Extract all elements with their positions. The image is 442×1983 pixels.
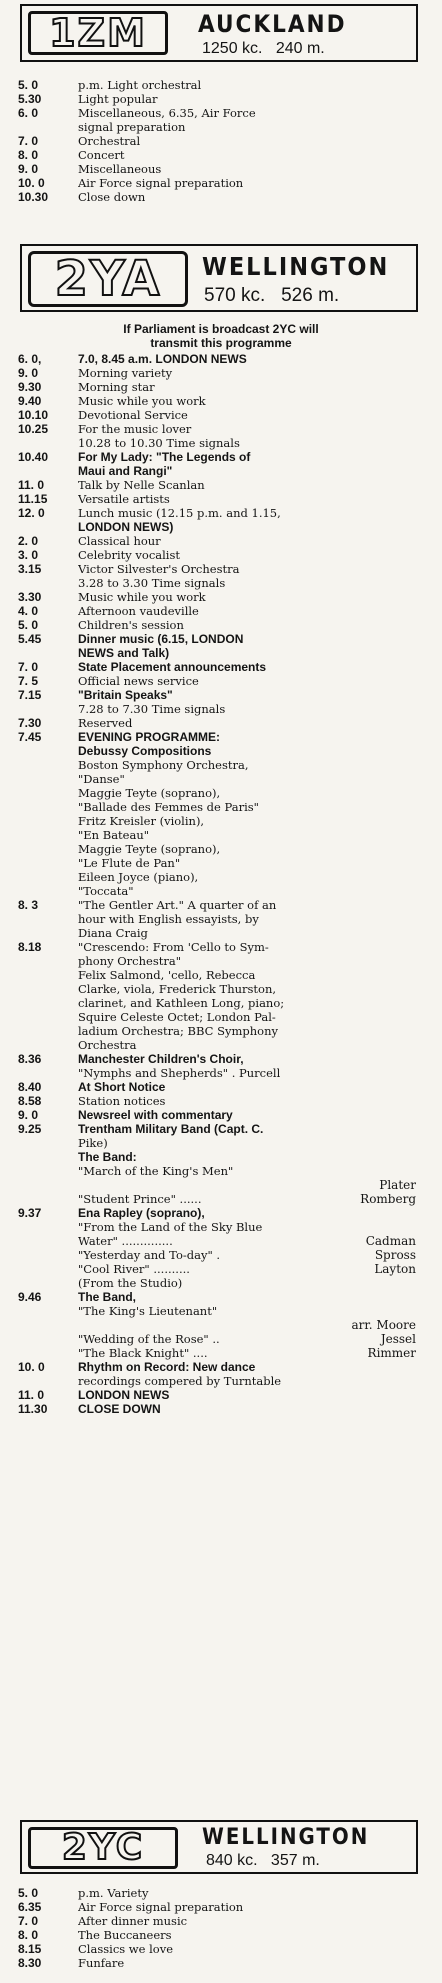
schedule-row: [0, 1192, 442, 1206]
programme-time: [0, 758, 78, 772]
programme-title: Versatile artists: [78, 492, 170, 506]
programme-title: NEWS and Talk): [78, 646, 170, 660]
station-frequency: 570 kc. 526 m.: [204, 285, 340, 306]
programme-time: 3.15: [18, 562, 42, 576]
programme-time: 9. 0: [18, 1108, 39, 1122]
programme-time: 9. 0: [18, 162, 39, 176]
programme-title: Orchestral: [78, 134, 141, 148]
schedule-row: [0, 1164, 442, 1178]
schedule-row: [0, 674, 442, 688]
schedule-row: [0, 1942, 442, 1956]
schedule-row: [0, 632, 442, 646]
programme-time: 10.10: [18, 408, 49, 422]
programme-title: Concert: [78, 148, 125, 162]
schedule-row: [0, 1038, 442, 1052]
schedule-row: [0, 660, 442, 674]
programme-time: [0, 870, 78, 884]
programme-title: Boston Symphony Orchestra,: [78, 758, 249, 772]
station-logo-1zm: 1ZM: [28, 11, 168, 55]
programme-time: [0, 1234, 78, 1248]
programme-title: clarinet, and Kathleen Long, piano;: [78, 996, 285, 1010]
programme-title: Orchestra: [78, 1038, 137, 1052]
composer-name: Spross: [374, 1248, 416, 1262]
programme-title: 7.0, 8.45 a.m. LONDON NEWS: [78, 352, 247, 366]
programme-time: 11. 0: [18, 478, 45, 492]
programme-title: "Ballade des Femmes de Paris": [78, 800, 259, 814]
programme-time: 2. 0: [18, 534, 39, 548]
schedule-row: [0, 898, 442, 912]
schedule-row: [0, 576, 442, 590]
schedule-row: [0, 926, 442, 940]
schedule-row: [0, 176, 442, 190]
schedule-row: [0, 1262, 442, 1276]
programme-title: "March of the King's Men": [78, 1164, 234, 1178]
programme-time: [0, 786, 78, 800]
schedule-row: [0, 506, 442, 520]
programme-title: The Band:: [78, 1150, 137, 1164]
schedule-row: [0, 408, 442, 422]
programme-time: [0, 1332, 78, 1346]
programme-time: [0, 884, 78, 898]
composer-name: Jessel: [380, 1332, 416, 1346]
programme-time: [0, 120, 78, 134]
schedule-row: [0, 450, 442, 464]
schedule-row: [0, 1122, 442, 1136]
schedule-row: [0, 1108, 442, 1122]
schedule-row: [0, 982, 442, 996]
schedule-row: [0, 1052, 442, 1066]
programme-title: Clarke, viola, Frederick Thurston,: [78, 982, 277, 996]
programme-time: [0, 1136, 78, 1150]
schedule-row: [0, 380, 442, 394]
programme-title: "Wedding of the Rose" ..: [78, 1332, 220, 1346]
programme-time: [0, 828, 78, 842]
programme-title: The Buccaneers: [78, 1928, 172, 1942]
programme-time: 7. 5: [18, 674, 39, 688]
programme-title: Official news service: [78, 674, 199, 688]
programme-time: [0, 1276, 78, 1290]
schedule-1zm: [0, 78, 442, 204]
composer-name: Layton: [374, 1262, 416, 1276]
schedule-row: [0, 1304, 442, 1318]
programme-title: "Danse": [78, 772, 125, 786]
programme-title: Reserved: [78, 716, 133, 730]
schedule-row: [0, 92, 442, 106]
programme-time: [0, 576, 78, 590]
programme-time: [0, 1220, 78, 1234]
schedule-row: [0, 730, 442, 744]
schedule-row: [0, 78, 442, 92]
schedule-row: [0, 1150, 442, 1164]
programme-title: "Le Flute de Pan": [78, 856, 181, 870]
schedule-row: [0, 1914, 442, 1928]
programme-time: 9.46: [18, 1290, 42, 1304]
programme-title: signal preparation: [78, 120, 186, 134]
programme-time: 10.40: [18, 450, 49, 464]
schedule-row: [0, 1234, 442, 1248]
schedule-row: [0, 1066, 442, 1080]
programme-title: Trentham Military Band (Capt. C.: [78, 1122, 264, 1136]
programme-time: 7. 0: [18, 660, 39, 674]
programme-title: "Crescendo: From 'Cello to Sym-: [78, 940, 269, 954]
composer-name: Rimmer: [367, 1346, 416, 1360]
programme-title: Felix Salmond, 'cello, Rebecca: [78, 968, 256, 982]
schedule-row: [0, 1206, 442, 1220]
schedule-row: [0, 996, 442, 1010]
programme-time: [0, 646, 78, 660]
programme-time: 3.30: [18, 590, 42, 604]
composer-name: Romberg: [360, 1192, 416, 1206]
programme-title: After dinner music: [78, 1914, 188, 1928]
schedule-row: [0, 1374, 442, 1388]
programme-time: 8.18: [18, 940, 42, 954]
programme-time: 5. 0: [18, 78, 39, 92]
programme-time: [0, 1346, 78, 1360]
programme-time: 9.37: [18, 1206, 42, 1220]
programme-time: 11. 0: [18, 1388, 45, 1402]
schedule-row: [0, 352, 442, 366]
composer-name: Cadman: [365, 1234, 416, 1248]
schedule-row: [0, 1346, 442, 1360]
programme-title: Maui and Rangi": [78, 464, 173, 478]
programme-title: EVENING PROGRAMME:: [78, 730, 221, 744]
programme-time: [0, 856, 78, 870]
programme-time: [0, 996, 78, 1010]
station-logo-2ya: 2YA: [28, 251, 188, 307]
station-city: WELLINGTON: [202, 1825, 370, 1850]
station-logo-2yc: 2YC: [28, 1827, 178, 1869]
programme-time: 8. 3: [18, 898, 39, 912]
programme-title: Debussy Compositions: [78, 744, 212, 758]
programme-time: [0, 1304, 78, 1318]
schedule-2ya: [0, 352, 442, 1416]
programme-time: [0, 464, 78, 478]
programme-title: Miscellaneous: [78, 162, 162, 176]
schedule-row: [0, 604, 442, 618]
schedule-row: [0, 590, 442, 604]
composer-name: Plater: [379, 1178, 416, 1192]
programme-time: [0, 912, 78, 926]
programme-time: [0, 1024, 78, 1038]
programme-time: 8. 0: [18, 148, 39, 162]
schedule-row: [0, 940, 442, 954]
schedule-row: [0, 394, 442, 408]
schedule-row: [0, 646, 442, 660]
schedule-row: [0, 828, 442, 842]
programme-time: [0, 1248, 78, 1262]
programme-title: "The King's Lieutenant": [78, 1304, 218, 1318]
schedule-row: [0, 1010, 442, 1024]
programme-time: 7. 0: [18, 134, 39, 148]
programme-title: "Britain Speaks": [78, 688, 173, 702]
programme-title: Lunch music (12.15 p.m. and 1.15,: [78, 506, 281, 520]
schedule-row: [0, 884, 442, 898]
programme-time: 12. 0: [18, 506, 45, 520]
programme-time: 7.15: [18, 688, 42, 702]
parliament-notice: If Parliament is broadcast 2YC will transmit this programme: [123, 322, 319, 350]
schedule-row: [0, 1220, 442, 1234]
programme-title: Close down: [78, 190, 146, 204]
programme-title: Maggie Teyte (soprano),: [78, 842, 221, 856]
programme-time: 10. 0: [18, 1360, 45, 1374]
programme-title: 3.28 to 3.30 Time signals: [78, 576, 226, 590]
schedule-row: [0, 744, 442, 758]
programme-title: p.m. Variety: [78, 1886, 149, 1900]
programme-time: 7.45: [18, 730, 42, 744]
schedule-row: [0, 1276, 442, 1290]
schedule-row: [0, 548, 442, 562]
schedule-row: [0, 758, 442, 772]
programme-title: "Yesterday and To-day" .: [78, 1248, 221, 1262]
programme-time: [0, 1192, 78, 1206]
programme-time: [0, 436, 78, 450]
programme-title: Diana Craig: [78, 926, 148, 940]
schedule-row: [0, 912, 442, 926]
programme-time: [0, 926, 78, 940]
schedule-row: [0, 520, 442, 534]
programme-title: LONDON NEWS: [78, 1388, 170, 1402]
programme-time: 5.45: [18, 632, 42, 646]
programme-title: Pike): [78, 1136, 108, 1150]
programme-title: Newsreel with commentary: [78, 1108, 233, 1122]
programme-title: "The Gentler Art." A quarter of an: [78, 898, 277, 912]
programme-title: "Student Prince" ......: [78, 1192, 202, 1206]
programme-time: 5.30: [18, 92, 42, 106]
schedule-row: [0, 366, 442, 380]
schedule-row: [0, 1886, 442, 1900]
schedule-row: [0, 1248, 442, 1262]
schedule-row: [0, 1178, 442, 1192]
station-city: AUCKLAND: [198, 10, 347, 38]
schedule-row: [0, 968, 442, 982]
schedule-row: [0, 1290, 442, 1304]
programme-time: 8.36: [18, 1052, 42, 1066]
programme-time: [0, 842, 78, 856]
schedule-row: [0, 954, 442, 968]
schedule-row: [0, 464, 442, 478]
schedule-row: [0, 1360, 442, 1374]
programme-title: State Placement announcements: [78, 660, 267, 674]
programme-title: "Nymphs and Shepherds" . Purcell: [78, 1066, 281, 1080]
programme-title: Ena Rapley (soprano),: [78, 1206, 205, 1220]
programme-title: Devotional Service: [78, 408, 188, 422]
programme-title: ladium Orchestra; BBC Symphony: [78, 1024, 278, 1038]
programme-title: recordings compered by Turntable: [78, 1374, 282, 1388]
programme-title: Music while you work: [78, 590, 206, 604]
schedule-row: [0, 716, 442, 730]
schedule-row: [0, 534, 442, 548]
station-city: WELLINGTON: [202, 252, 390, 281]
programme-title: "The Black Knight" ....: [78, 1346, 208, 1360]
programme-time: 8.58: [18, 1094, 42, 1108]
programme-time: [0, 1262, 78, 1276]
programme-time: 9.25: [18, 1122, 42, 1136]
programme-title: Eileen Joyce (piano),: [78, 870, 199, 884]
programme-time: [0, 954, 78, 968]
programme-title: Maggie Teyte (soprano),: [78, 786, 221, 800]
programme-time: 4. 0: [18, 604, 39, 618]
schedule-row: [0, 1928, 442, 1942]
programme-time: 6.35: [18, 1900, 42, 1914]
programme-time: 3. 0: [18, 548, 39, 562]
programme-time: 11.15: [18, 492, 48, 506]
programme-title: Squire Celeste Octet; London Pal-: [78, 1010, 276, 1024]
programme-time: [0, 772, 78, 786]
programme-title: 7.28 to 7.30 Time signals: [78, 702, 226, 716]
schedule-row: [0, 1388, 442, 1402]
schedule-row: [0, 1094, 442, 1108]
schedule-row: [0, 1080, 442, 1094]
programme-title: Station notices: [78, 1094, 166, 1108]
programme-time: 8. 0: [18, 1928, 39, 1942]
station-banner-1zm: [20, 4, 418, 62]
programme-title: Water" ..............: [78, 1234, 173, 1248]
programme-time: [0, 1164, 78, 1178]
schedule-row: [0, 1402, 442, 1416]
programme-time: 10. 0: [18, 176, 45, 190]
programme-title: Children's session: [78, 618, 184, 632]
programme-time: [0, 520, 78, 534]
programme-time: [0, 1150, 78, 1164]
programme-time: 6. 0,: [18, 352, 42, 366]
programme-time: [0, 1178, 78, 1192]
programme-title: At Short Notice: [78, 1080, 166, 1094]
station-frequency: 840 kc. 357 m.: [206, 1852, 320, 1869]
composer-name: arr. Moore: [351, 1318, 416, 1332]
programme-time: 6. 0: [18, 106, 39, 120]
programme-title: "Toccata": [78, 884, 134, 898]
programme-time: [0, 814, 78, 828]
programme-title: p.m. Light orchestral: [78, 78, 202, 92]
programme-title: Afternoon vaudeville: [78, 604, 199, 618]
programme-time: 8.40: [18, 1080, 42, 1094]
programme-time: 7.30: [18, 716, 42, 730]
programme-title: LONDON NEWS): [78, 520, 174, 534]
programme-title: Classics we love: [78, 1942, 174, 1956]
programme-time: [0, 702, 78, 716]
programme-time: [0, 1066, 78, 1080]
programme-title: Funfare: [78, 1956, 125, 1970]
schedule-row: [0, 1136, 442, 1150]
programme-title: 10.28 to 10.30 Time signals: [78, 436, 240, 450]
programme-title: For the music lover: [78, 422, 192, 436]
programme-title: Air Force signal preparation: [78, 176, 244, 190]
programme-title: "En Bateau": [78, 828, 150, 842]
schedule-row: [0, 106, 442, 120]
schedule-row: [0, 842, 442, 856]
programme-time: 9. 0: [18, 366, 39, 380]
programme-title: phony Orchestra": [78, 954, 181, 968]
schedule-row: [0, 120, 442, 134]
schedule-row: [0, 478, 442, 492]
schedule-row: [0, 190, 442, 204]
programme-time: [0, 800, 78, 814]
programme-title: Talk by Nelle Scanlan: [78, 478, 205, 492]
programme-time: 5. 0: [18, 1886, 39, 1900]
schedule-row: [0, 870, 442, 884]
station-banner-2yc: [20, 1820, 418, 1874]
programme-time: 9.40: [18, 394, 42, 408]
schedule-row: [0, 1900, 442, 1914]
schedule-row: [0, 618, 442, 632]
schedule-row: [0, 162, 442, 176]
schedule-row: [0, 702, 442, 716]
programme-time: 10.30: [18, 190, 49, 204]
schedule-row: [0, 436, 442, 450]
programme-title: Victor Silvester's Orchestra: [78, 562, 240, 576]
schedule-row: [0, 856, 442, 870]
programme-title: Rhythm on Record: New dance: [78, 1360, 256, 1374]
programme-time: 8.30: [18, 1956, 42, 1970]
programme-title: Celebrity vocalist: [78, 548, 180, 562]
schedule-row: [0, 134, 442, 148]
schedule-row: [0, 800, 442, 814]
programme-time: [0, 1010, 78, 1024]
programme-title: hour with English essayists, by: [78, 912, 259, 926]
programme-title: Music while you work: [78, 394, 206, 408]
programme-title: Manchester Children's Choir,: [78, 1052, 244, 1066]
station-frequency: 1250 kc. 240 m.: [202, 40, 325, 57]
schedule-row: [0, 688, 442, 702]
programme-time: [0, 1374, 78, 1388]
programme-time: 5. 0: [18, 618, 39, 632]
programme-title: For My Lady: "The Legends of: [78, 450, 251, 464]
programme-time: [0, 1318, 78, 1332]
programme-title: Light popular: [78, 92, 158, 106]
programme-time: 8.15: [18, 1942, 42, 1956]
programme-title: Air Force signal preparation: [78, 1900, 244, 1914]
programme-title: (From the Studio): [78, 1276, 183, 1290]
programme-time: [0, 744, 78, 758]
programme-time: 11.30: [18, 1402, 48, 1416]
schedule-row: [0, 1318, 442, 1332]
schedule-row: [0, 786, 442, 800]
schedule-row: [0, 1332, 442, 1346]
programme-title: Dinner music (6.15, LONDON: [78, 632, 244, 646]
programme-time: 7. 0: [18, 1914, 39, 1928]
schedule-row: [0, 148, 442, 162]
schedule-row: [0, 1024, 442, 1038]
programme-title: Fritz Kreisler (violin),: [78, 814, 205, 828]
programme-title: "Cool River" ..........: [78, 1262, 190, 1276]
programme-title: Miscellaneous, 6.35, Air Force: [78, 106, 256, 120]
programme-title: "From the Land of the Sky Blue: [78, 1220, 263, 1234]
programme-title: Morning star: [78, 380, 155, 394]
programme-time: [0, 968, 78, 982]
programme-title: Morning variety: [78, 366, 173, 380]
schedule-row: [0, 422, 442, 436]
schedule-2yc: [0, 1886, 442, 1970]
station-banner-2ya: [20, 244, 418, 312]
programme-time: 10.25: [18, 422, 49, 436]
schedule-row: [0, 492, 442, 506]
programme-time: [0, 1038, 78, 1052]
programme-time: [0, 982, 78, 996]
programme-time: 9.30: [18, 380, 42, 394]
schedule-row: [0, 814, 442, 828]
programme-title: The Band,: [78, 1290, 137, 1304]
schedule-row: [0, 562, 442, 576]
programme-title: Classical hour: [78, 534, 161, 548]
schedule-row: [0, 772, 442, 786]
schedule-row: [0, 1956, 442, 1970]
programme-title: CLOSE DOWN: [78, 1402, 161, 1416]
